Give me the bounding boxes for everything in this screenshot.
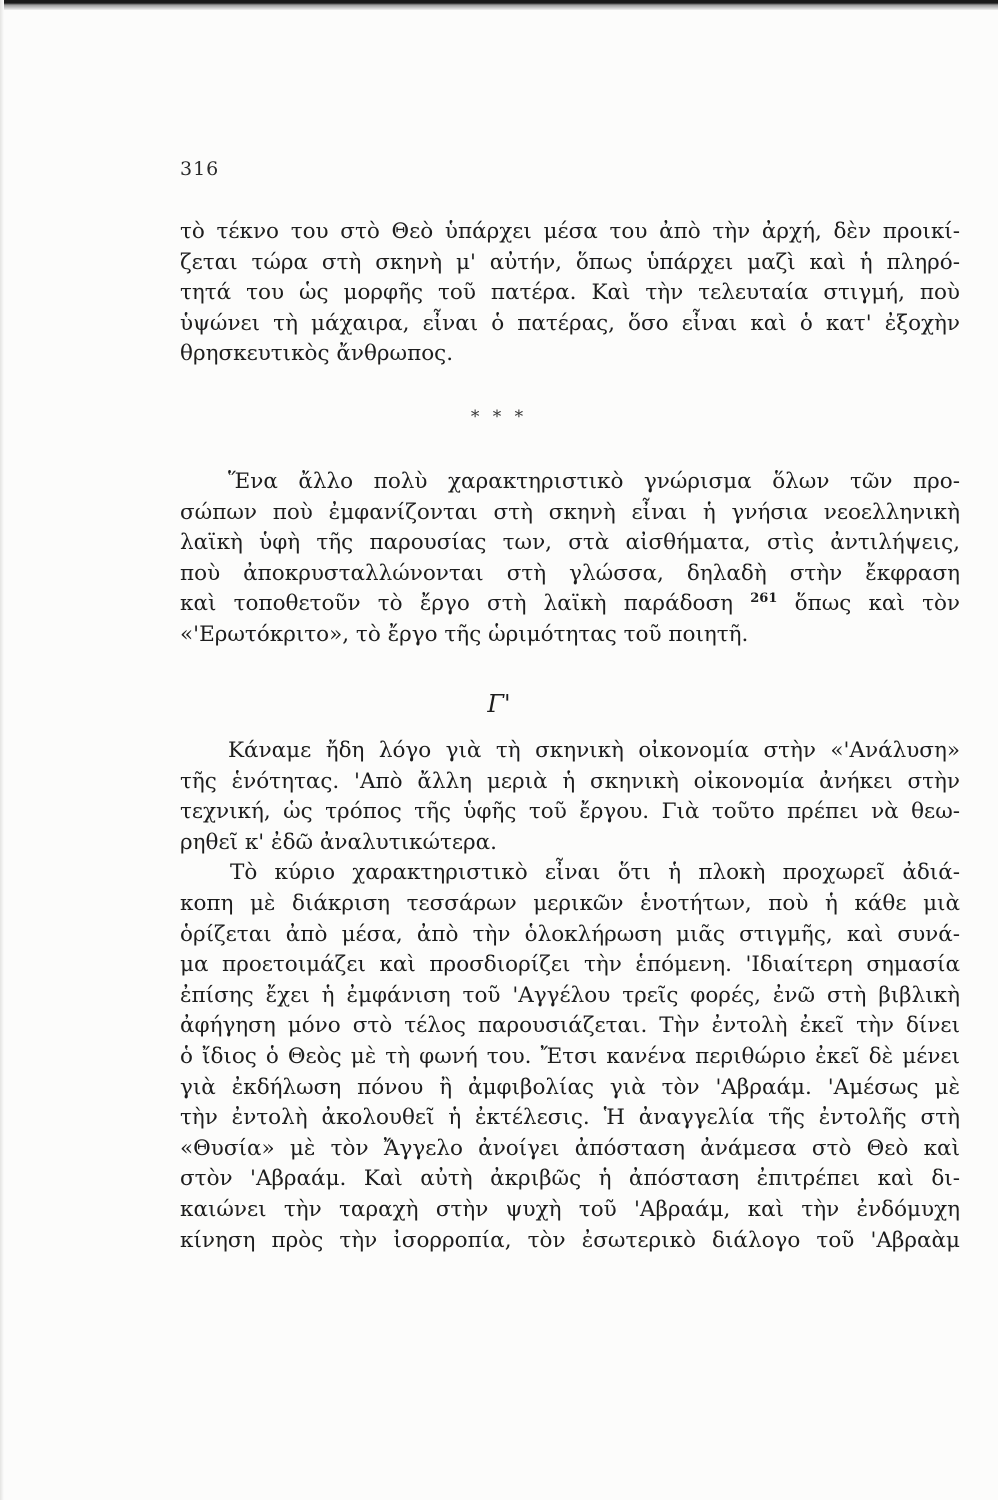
text-line: ὑψώνει τὴ μάχαιρα, εἶναι ὁ πατέρας, ὅσο εἶναι καὶ ὁ κατ' ἐξοχὴν: [180, 310, 960, 336]
text-line: τεχνική, ὡς τρόπος τῆς ὑφῆς τοῦ ἔργου. Γιὰ τοῦτο πρέπει νὰ θεω-: [180, 799, 960, 825]
text-line: τητά του ὡς μορφῆς τοῦ πατέρα. Καὶ τὴν τελευταία στιγμή, ποὺ: [180, 280, 960, 306]
text-line: καιώνει τὴν ταραχὴ στὴν ψυχὴ τοῦ 'Αβραάμ, καὶ τὴν ἐνδόμυχη: [180, 1196, 960, 1222]
footnote-marker: 261: [750, 591, 778, 607]
text-line: ρηθεῖ κ' ἐδῶ ἀναλυτικώτερα.: [180, 829, 498, 855]
text-line: ζεται τώρα στὴ σκηνὴ μ' αὐτήν, ὅπως ὑπάρχει μαζὶ καὶ ἡ πληρό-: [180, 249, 960, 275]
text-line: στὸν 'Αβραάμ. Καὶ αὐτὴ ἀκριβῶς ἡ ἀπόσταση ἐπιτρέπει καὶ δι-: [180, 1166, 960, 1192]
text-line: ἐπίσης ἔχει ἡ ἐμφάνιση τοῦ 'Αγγέλου τρεῖς φορές, ἐνῶ στὴ βιβλικὴ: [180, 982, 960, 1008]
scan-top-edge: [0, 0, 998, 10]
text-line: «'Ερωτόκριτο», τὸ ἔργο τῆς ὡριμότητας τοῦ ποιητῆ.: [180, 621, 749, 647]
text-line: ὁ ἴδιος ὁ Θεὸς μὲ τὴ φωνή του. Ἔτσι κανένα περιθώριο ἐκεῖ δὲ μένει: [180, 1043, 960, 1069]
text-line: τῆς ἑνότητας. 'Απὸ ἄλλη μεριὰ ἡ σκηνικὴ οἰκονομία ἀνήκει στὴν: [180, 768, 960, 794]
paragraph-popular-character: [180, 467, 960, 651]
text-line: κοπη μὲ διάκριση τεσσάρων μερικῶν ἑνοτήτων, ποὺ ἡ κάθε μιὰ: [180, 890, 960, 916]
section-separator-stars: * * *: [470, 407, 528, 427]
text-line: ποὺ ἀποκρυσταλλώνονται στὴ γλώσσα, δηλαδὴ στὴν ἔκφραση: [180, 560, 960, 586]
paragraph-continuation: [180, 217, 960, 370]
scan-left-shadow: [0, 0, 4, 1500]
text-line: μα προετοιμάζει καὶ προσδιορίζει τὴν ἑπόμενη. 'Ιδιαίτερη σημασία: [180, 952, 960, 978]
text-line: σώπων ποὺ ἐμφανίζονται στὴ σκηνὴ εἶναι ἡ γνήσια νεοελληνικὴ: [180, 499, 960, 525]
text-line: Τὸ κύριο χαρακτηριστικὸ εἶναι ὅτι ἡ πλοκὴ προχωρεῖ ἀδιά-: [230, 860, 960, 886]
text-line: «Θυσία» μὲ τὸν Ἄγγελο ἀνοίγει ἀπόσταση ἀνάμεσα στὸ Θεὸ καὶ: [180, 1135, 960, 1161]
text-line: τὴν ἐντολὴ ἀκολουθεῖ ἡ ἐκτέλεσις. Ἡ ἀναγγελία τῆς ἐντολῆς στὴ: [180, 1105, 960, 1131]
text-line-with-footnote: [180, 589, 960, 620]
text-line: Κάναμε ἤδη λόγο γιὰ τὴ σκηνικὴ οἰκονομία στὴν «'Ανάλυση»: [228, 738, 960, 763]
text-line: λαϊκὴ ὑφὴ τῆς παρουσίας των, στὰ αἰσθήματα, στὶς ἀντιλήψεις,: [180, 530, 960, 556]
section-heading: Γ': [487, 690, 511, 718]
paragraph-stage-economy: [180, 736, 960, 1256]
text-line: ἀφήγηση μόνο στὸ τέλος παρουσιάζεται. Τὴν ἐντολὴ ἐκεῖ τὴν δίνει: [180, 1013, 960, 1039]
text-line: ὁρίζεται ἀπὸ μέσα, ἀπὸ τὴν ὁλοκλήρωση μιᾶς στιγμῆς, καὶ συνά-: [180, 921, 960, 947]
text-fragment: καὶ τοποθετοῦν τὸ ἔργο στὴ λαϊκὴ παράδοση: [180, 591, 734, 617]
text-line: Ἕνα ἄλλο πολὺ χαρακτηριστικὸ γνώρισμα ὅλων τῶν προ-: [228, 469, 960, 494]
text-line: τὸ τέκνο του στὸ Θεὸ ὑπάρχει μέσα του ἀπὸ τὴν ἀρχή, δὲν προικί-: [180, 219, 960, 244]
text-line: θρησκευτικὸς ἄνθρωπος.: [180, 341, 454, 367]
text-fragment: ὅπως καὶ τὸν: [794, 591, 960, 617]
page-number: 316: [180, 158, 220, 180]
text-line: κίνηση πρὸς τὴν ἰσορροπία, τὸν ἐσωτερικὸ διάλογο τοῦ 'Αβραὰμ: [180, 1227, 960, 1253]
text-line: γιὰ ἐκδήλωση πόνου ἢ ἀμφιβολίας γιὰ τὸν 'Αβραάμ. 'Αμέσως μὲ: [180, 1074, 960, 1100]
